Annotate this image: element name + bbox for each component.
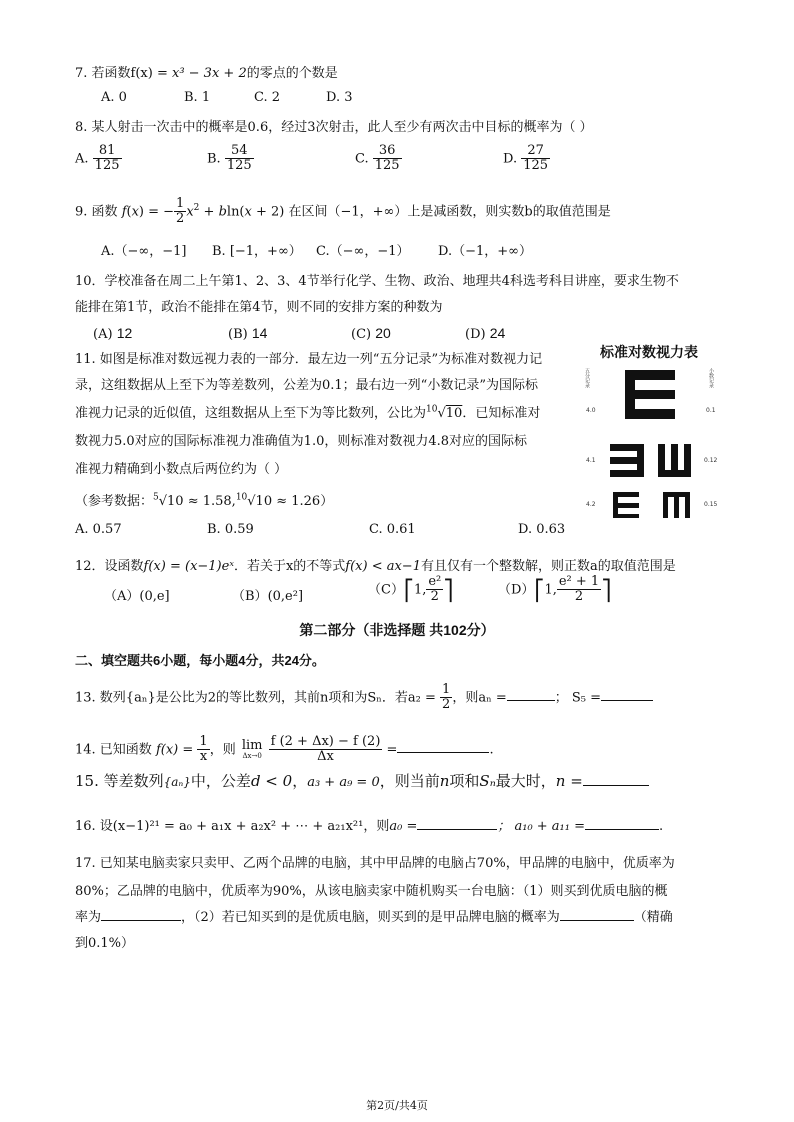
denominator: 125	[523, 158, 549, 174]
q7-option-a: A. 0	[101, 90, 127, 105]
q14-fx: f(x) =	[155, 742, 194, 758]
option-value: 14	[251, 325, 268, 341]
q9-stem-text: 9. 函数	[75, 204, 118, 220]
root-index: 5	[153, 492, 159, 503]
option-value: 20	[375, 325, 391, 341]
root-index: 10	[426, 404, 438, 415]
q10-option-c	[351, 325, 391, 342]
left-tick: 4.0	[586, 407, 596, 414]
denominator: 125	[226, 158, 252, 174]
q11-line3-a: 准视力记录的近似值，这组数据从上至下为等比数列，公比为	[75, 406, 427, 421]
q11-option-a: A. 0.57	[75, 522, 122, 537]
q7-stem-text: 7. 若函数f(x) =	[75, 66, 172, 81]
q15-text-c: d < 0	[250, 772, 293, 790]
option-value: (0,e]	[139, 589, 170, 604]
q15-text-f: ，则当前	[379, 772, 440, 790]
tumbling-e-optotypes	[578, 338, 728, 518]
option-value: 1,	[413, 582, 427, 598]
denominator: 2	[442, 697, 451, 713]
option-label: （C）	[368, 582, 404, 598]
denominator: 125	[374, 158, 400, 174]
optotype-e-right-large	[625, 370, 675, 419]
root-index: 10	[235, 492, 248, 503]
q9-option-b: B. [−1，+∞）	[212, 244, 302, 259]
option-label: （D）	[498, 582, 535, 598]
q11-ref	[75, 490, 333, 509]
q11-ref2: √10 ≈ 1.26）	[247, 494, 334, 509]
numerator: 27	[521, 144, 550, 159]
q15-text-h: 项和	[449, 772, 480, 790]
answer-blank[interactable]	[601, 699, 653, 701]
q17-line1: 17. 已知某电脑卖家只卖甲、乙两个品牌的电脑，其中甲品牌的电脑占70%，甲品牌的电脑中，优质率为	[75, 856, 675, 871]
q16-text-b: a₀ =	[389, 819, 418, 834]
denominator: 125	[94, 158, 120, 174]
numerator: 1	[442, 682, 451, 697]
right-column-header: 小数记录	[708, 368, 714, 388]
q11-line2: 录，这组数据从上至下为等差数列，公差为0.1；最右边一列“小数记录”为国际标	[75, 378, 538, 393]
option-label: D.	[503, 151, 518, 167]
q14-text-a: 14. 已知函数	[75, 742, 152, 758]
q17-line3	[75, 906, 673, 925]
left-column-header: 五分记录	[584, 368, 590, 388]
q11-line3: 准视力记录的近似值，这组数据从上至下为等比数列，公比为$^{10}$√10．已知标准对	[75, 404, 541, 421]
option-label: (A)	[93, 327, 113, 342]
numerator: e²	[428, 574, 442, 589]
optotype-e-down	[663, 492, 690, 518]
q16-text-a: 16. 设(x−1)²¹ = a₀ + a₁x + a₂x² + ⋯ + a₂₁x²¹，则	[75, 819, 390, 834]
q11-option-b: B. 0.59	[207, 522, 254, 537]
q9-option-a: A.（−∞，−1]	[101, 244, 187, 259]
eye-chart-figure	[578, 338, 728, 518]
option-label: A.	[75, 151, 89, 167]
q13-text-a: 13. 数列{aₙ}是公比为2的等比数列，其前n项和为Sₙ．若a₂ =	[75, 690, 441, 706]
q8-option-c	[355, 144, 402, 174]
q7-option-d: D. 3	[326, 90, 353, 105]
option-value: 24	[489, 325, 506, 341]
numerator: 81	[93, 144, 122, 159]
right-tick: 0.15	[704, 501, 718, 508]
q9-option-d: D.（−1，+∞）	[438, 244, 532, 259]
numerator: 36	[373, 144, 402, 159]
q15-text-a: 15. 等差数列	[75, 772, 164, 790]
answer-blank[interactable]	[585, 828, 659, 830]
q11-line3-b: ．已知标准对	[462, 406, 541, 421]
q11-line5: 准视力精确到小数点后两位约为（ ）	[75, 462, 288, 477]
q15-seq: {aₙ}	[163, 775, 191, 789]
q15-text-g: n	[439, 772, 450, 790]
option-label: B.	[207, 151, 221, 167]
answer-blank[interactable]	[583, 784, 649, 786]
optotype-e-up	[658, 444, 691, 477]
q12-ineq: f(x) < ax−1	[345, 559, 421, 574]
q12-option-d: （D）⎡1, $\frac{\text{e² + 1}}{2}$ ⎤	[498, 574, 612, 605]
q14-text-b: ，则	[209, 742, 236, 758]
denominator: 2	[574, 589, 584, 605]
numerator: f (2 + Δx) − f (2)	[270, 734, 381, 749]
q12-stem-text: 12．设函数	[75, 559, 144, 574]
q15-text-k: n =	[555, 772, 583, 790]
q7-func: x³ − 3x + 2	[171, 66, 247, 81]
q17-line3-b: ，（2）若已知买到的是优质电脑，则买到的是甲品牌电脑的概率为	[181, 910, 560, 925]
answer-blank[interactable]	[507, 699, 555, 701]
option-label: C.	[355, 151, 369, 167]
root-value: 10	[445, 406, 463, 421]
q15-text-j: 最大时，	[495, 772, 556, 790]
q12-option-b	[232, 585, 303, 604]
q11-option-c: C. 0.61	[369, 522, 416, 537]
option-label: (D)	[465, 327, 486, 342]
left-tick: 4.1	[586, 457, 596, 464]
option-label: (B)	[228, 327, 248, 342]
q11-line1: 11. 如图是标准对数远视力表的一部分．最左边一列“五分记录”为标准对数视力记	[75, 352, 543, 367]
q9-stem: 9. 函数 f(x) = − $\frac{1}{2}$ $x^2 + bln(x + 2)$ 在区间（−1，+∞）上是减函数，则实数b的取值范围是	[75, 196, 611, 227]
denominator: x	[199, 749, 208, 765]
q11-ref1: √10 ≈ 1.58,	[158, 494, 236, 509]
answer-blank[interactable]	[417, 828, 497, 830]
q13-text-c: ； S₅ =	[554, 690, 601, 706]
option-label: (C)	[351, 327, 372, 342]
answer-blank[interactable]	[560, 919, 634, 921]
q15-text-i: Sₙ	[479, 772, 496, 790]
option-value: (0,e²]	[267, 589, 304, 604]
q17-line2: 80%；乙品牌的电脑中，优质率为90%，从该电脑卖家中随机购买一台电脑：（1）则买到优质电脑的概	[75, 884, 668, 899]
lim-subscript: Δx→0	[242, 752, 262, 761]
q10-line2: 能排在第1节，政治不能排在第4节，则不同的安排方案的种数为	[75, 300, 443, 315]
q15	[75, 770, 649, 791]
q12-stem	[75, 555, 676, 574]
q10-option-a	[93, 325, 132, 342]
optotype-e-left	[610, 444, 644, 477]
q7-option-c: C. 2	[254, 90, 281, 105]
q15-text-d: ，	[292, 772, 308, 790]
q8-option-a	[75, 144, 122, 174]
q8-option-d	[503, 144, 550, 174]
q12-option-a	[104, 585, 170, 604]
right-tick: 0.1	[706, 407, 716, 414]
q7-option-b: B. 1	[184, 90, 211, 105]
lim-label: lim	[241, 737, 263, 753]
q11-line4: 数视力5.0对应的国际标准视力准确值为1.0，则标准对数视力4.8对应的国际标	[75, 434, 528, 449]
q14-eq: =	[386, 742, 398, 758]
q7-tail: 的零点的个数是	[246, 66, 338, 81]
q17-line3-a: 率为	[75, 910, 102, 925]
q15-text-e: a₃ + a₉ = 0	[307, 775, 380, 790]
q11-option-d: D. 0.63	[518, 522, 566, 537]
option-label: （B）	[232, 589, 268, 604]
q8-stem: 8. 某人射击一次击中的概率是0.6，经过3次射击，此人至少有两次击中目标的概率为（ ）	[75, 120, 593, 135]
left-tick: 4.2	[586, 501, 596, 508]
option-value: 12	[116, 325, 133, 341]
q9-option-c: C.（−∞，−1）	[316, 244, 410, 259]
numerator: 54	[225, 144, 254, 159]
page-footer: 第2页/共4页	[366, 1099, 428, 1112]
q14: 14. 已知函数 f(x) = $\frac{1}{x}$ ，则 lim Δx→0 $\frac{f (2 + \Delta x) - f (2)}{\Delta x}$ = .	[75, 734, 494, 765]
q16	[75, 815, 663, 834]
right-tick: 0.12	[704, 457, 718, 464]
option-value: 1,	[544, 582, 557, 598]
denominator: 2	[430, 589, 439, 605]
q12-func: f(x) = (x−1)eˣ	[143, 559, 234, 574]
q16-text-d: .	[659, 819, 664, 834]
part2-heading: 第二部分（非选择题 共102分）	[299, 622, 495, 638]
q8-option-b	[207, 144, 254, 174]
q7-stem	[75, 62, 338, 81]
answer-blank[interactable]	[397, 751, 489, 753]
q12-option-c: （C）⎡1, $\frac{\text{e²}}{2}$ ⎤	[368, 574, 454, 605]
q12-mid: ．若关于x的不等式	[233, 559, 346, 574]
q15-text-b: 中，公差	[190, 772, 251, 790]
q12-tail: 有且仅有一个整数解，则正数a的取值范围是	[420, 559, 676, 574]
numerator: e² + 1	[558, 574, 600, 589]
option-label: （A）	[104, 589, 140, 604]
optotype-e-right-small	[613, 492, 639, 518]
numerator: 1	[199, 734, 208, 749]
denominator: Δx	[317, 749, 334, 765]
q9-mid: 在区间（−1，+∞）上是减函数，则实数b的取值范围是	[288, 204, 611, 220]
section2-heading: 二、填空题共6小题，每小题4分，共24分。	[75, 653, 325, 668]
q17-line3-c: （精确	[633, 910, 673, 925]
q13	[75, 683, 653, 713]
q17-line4: 到0.1%）	[75, 936, 135, 951]
q10-option-d	[465, 325, 505, 342]
eye-chart-title: 标准对数视力表	[600, 344, 698, 360]
q13-text-b: ，则aₙ =	[452, 690, 507, 706]
q10-line1: 10．学校准备在周二上午第1、2、3、4节举行化学、生物、政治、地理共4科选考科目讲座，要求生物不	[75, 274, 679, 289]
q11-ref-label: （参考数据：	[75, 494, 154, 509]
answer-blank[interactable]	[101, 919, 181, 921]
q16-text-c: ； a₁₀ + a₁₁ =	[497, 819, 586, 834]
q10-option-b	[228, 325, 267, 342]
